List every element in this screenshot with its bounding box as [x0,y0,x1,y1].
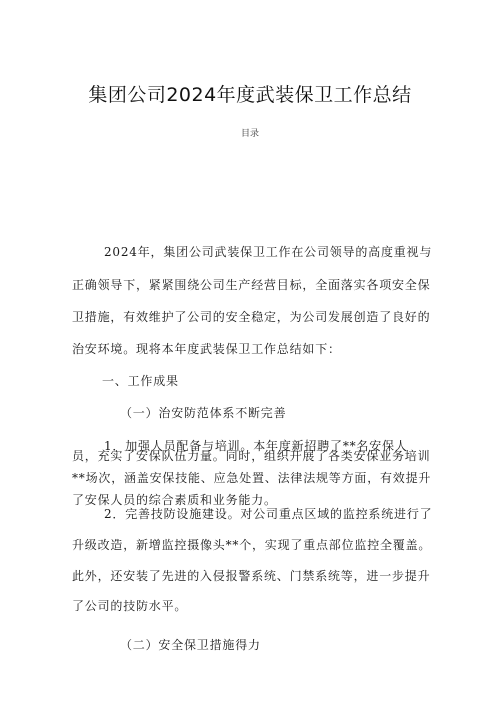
toc-label: 目录 [240,129,259,139]
subsection-heading-2: （二）安全保卫措施得力 [120,638,261,652]
item-1-line-4: 了安保人员的综合素质和业务能力。 [72,493,277,507]
item-2-line-2: 升级改造，新增监控摄像头**个，实现了重点部位监控全覆盖。 [72,538,432,552]
paragraph-1-line-3: 卫措施，有效维护了公司的安全稳定，为公司发展创造了良好的 [72,310,431,324]
item-2-line-4: 了公司的技防水平。 [72,599,188,613]
item-1-line-3: **场次，涵盖安保技能、应急处置、法律法规等方面，有效提升 [72,471,432,485]
subsection-heading-1: （一）治安防范体系不断完善 [120,406,287,420]
paragraph-1-line-1: 2024年，集团公司武装保卫工作在公司领导的高度重视与 [104,245,433,259]
item-2-line-1: 2．完善技防设施建设。对公司重点区域的监控系统进行了 [104,507,433,521]
paragraph-1-line-2: 正确领导下，紧紧围绕公司生产经营目标，全面落实各项安全保 [72,278,431,292]
item-2-line-3: 此外，还安装了先进的入侵报警系统、门禁系统等，进一步提升 [72,569,431,583]
document-title: 集团公司2024年度武装保卫工作总结 [88,84,412,106]
section-heading-1: 一、工作成果 [102,374,179,388]
item-1-line-1: 1．加强人员配备与培训。本年度新招聘了**名安保人 [104,439,408,453]
item-1-line-2: 员，充实了安保队伍力量。同时，组织开展了各类安保业务培训 [72,449,431,463]
paragraph-1-line-4: 治安环境。现将本年度武装保卫工作总结如下： [72,342,341,356]
